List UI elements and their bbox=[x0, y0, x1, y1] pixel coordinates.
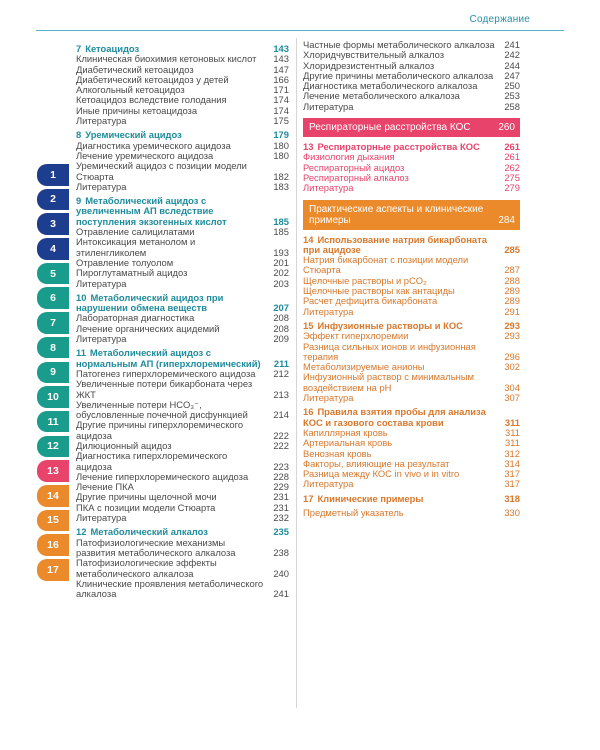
page-number: 238 bbox=[273, 546, 289, 558]
entry-text: Литература bbox=[303, 478, 354, 490]
page-number: 260 bbox=[498, 122, 515, 134]
entry-text: Венозная кровь bbox=[303, 447, 372, 459]
toc-entry[interactable] bbox=[76, 116, 289, 126]
page-number: 261 bbox=[504, 151, 520, 163]
chapter-tab-1[interactable]: 1 bbox=[37, 164, 69, 186]
page-number: 235 bbox=[273, 526, 289, 538]
entry-title bbox=[303, 102, 520, 112]
entry-title bbox=[303, 479, 520, 489]
chapter-tab-6[interactable]: 6 bbox=[37, 287, 69, 309]
page-number: 209 bbox=[273, 333, 289, 345]
entry-text: Литература bbox=[76, 180, 127, 192]
page-number: 247 bbox=[504, 69, 520, 81]
page-number: 289 bbox=[504, 285, 520, 297]
entry-text: Литература bbox=[303, 305, 354, 317]
entry-text: Патогенез гиперхлоремического ацидоза bbox=[76, 367, 256, 379]
page-number: 203 bbox=[273, 277, 289, 289]
entry-title bbox=[76, 420, 289, 441]
page-number: 311 bbox=[505, 437, 520, 449]
entry-text: Респираторный алкалоз bbox=[303, 171, 409, 183]
toc-chapter-heading[interactable] bbox=[76, 196, 289, 227]
toc-section-band[interactable] bbox=[303, 200, 520, 230]
entry-text: Другие причины метаболического алкалоза bbox=[303, 69, 494, 81]
entry-title bbox=[303, 307, 520, 317]
page-number: 284 bbox=[498, 214, 515, 226]
page-number: 317 bbox=[504, 468, 520, 480]
entry-text: Диагностика уремического ацидоза bbox=[76, 139, 231, 151]
toc-entry[interactable] bbox=[76, 400, 289, 421]
entry-text: Использование натрия бикарбоната при ацидозе bbox=[303, 233, 487, 255]
page-number: 147 bbox=[273, 63, 289, 75]
entry-text: Литература bbox=[76, 115, 127, 127]
page-number: 174 bbox=[273, 104, 289, 116]
page-number: 208 bbox=[273, 322, 289, 334]
page-number: 261 bbox=[504, 141, 520, 153]
entry-text: Физиология дыхания bbox=[303, 151, 395, 163]
chapter-number: 7 bbox=[76, 43, 82, 54]
page-number: 296 bbox=[504, 350, 520, 362]
page-number: 143 bbox=[273, 53, 289, 65]
entry-text: Литература bbox=[76, 333, 127, 345]
chapter-number: 12 bbox=[76, 526, 87, 538]
toc-entry[interactable] bbox=[303, 508, 520, 518]
entry-text: Увеличенные потери бикарбоната через ЖКТ bbox=[76, 378, 253, 400]
page-number: 228 bbox=[273, 470, 289, 482]
page-number: 293 bbox=[504, 319, 520, 331]
toc-entry[interactable] bbox=[303, 479, 520, 489]
page-number: 179 bbox=[273, 129, 289, 141]
entry-text: Патофизиологические эффекты метаболического алкалоза bbox=[76, 557, 217, 579]
chapter-title bbox=[76, 196, 289, 227]
toc-entry[interactable] bbox=[76, 279, 289, 289]
chapter-number: 10 bbox=[76, 291, 87, 303]
page-number: 311 bbox=[505, 426, 520, 438]
chapter-tab-4[interactable]: 4 bbox=[37, 238, 69, 260]
entry-text: Другие причины гиперхлоремического ацидоза bbox=[76, 419, 244, 441]
page-number: 289 bbox=[504, 295, 520, 307]
page-number: 222 bbox=[273, 439, 289, 451]
entry-text: Респираторный ацидоз bbox=[303, 161, 405, 173]
entry-text: Инфузионный раствор с минимальным воздействием на pH bbox=[303, 371, 474, 393]
entry-text: Предметный указатель bbox=[303, 506, 404, 518]
entry-text: Правила взятия пробы для анализа КОС и газового состава крови bbox=[303, 406, 486, 428]
page-number: 185 bbox=[273, 226, 289, 238]
entry-text: Расчет дефицита бикарбоната bbox=[303, 295, 438, 307]
entry-text: Лечение органических ацидемий bbox=[76, 322, 220, 334]
page-number: 180 bbox=[273, 139, 289, 151]
header-rule bbox=[36, 30, 564, 31]
page-number: 241 bbox=[273, 588, 289, 600]
page-number: 185 bbox=[273, 215, 289, 227]
entry-text: Увеличенные потери HCO₃⁻, обусловленные почечной дисфункцией bbox=[76, 398, 248, 421]
page-number: 207 bbox=[273, 302, 289, 314]
entry-text: Метаболический ацидоз с увеличенным АП вследствие поступления экзогенных кислот bbox=[76, 195, 227, 227]
page-number: 208 bbox=[273, 312, 289, 324]
chapter-title bbox=[76, 293, 289, 314]
entry-text: Клинические примеры bbox=[317, 492, 424, 504]
page-number: 222 bbox=[273, 429, 289, 441]
page-number: 180 bbox=[273, 149, 289, 161]
chapter-number: 9 bbox=[76, 195, 82, 207]
page-number: 317 bbox=[504, 478, 520, 490]
entry-text: Лечение метаболического алкалоза bbox=[303, 90, 460, 102]
page-number: 250 bbox=[504, 80, 520, 92]
page-header-title: Содержание bbox=[469, 14, 530, 25]
entry-text: Отравление салицилатами bbox=[76, 226, 195, 238]
entry-text: Литература bbox=[303, 182, 354, 194]
page-number: 304 bbox=[504, 381, 520, 393]
chapter-title bbox=[303, 494, 520, 504]
entry-text: Респираторные расстройства КОС bbox=[317, 141, 480, 153]
entry-text: Литература bbox=[303, 392, 354, 404]
page-number: 182 bbox=[273, 170, 289, 182]
toc-entry[interactable] bbox=[76, 237, 289, 258]
toc-entry[interactable] bbox=[303, 183, 520, 193]
entry-text: Факторы, влияющие на результат bbox=[303, 457, 450, 469]
entry-text: Частные формы метаболического алкалоза bbox=[303, 39, 495, 50]
page-number: 183 bbox=[273, 180, 289, 192]
toc-entry[interactable] bbox=[76, 579, 289, 600]
page-number: 223 bbox=[273, 460, 289, 472]
entry-text: Отравление толуолом bbox=[76, 256, 174, 268]
entry-text: Метаболический алкалоз bbox=[90, 526, 208, 538]
chapter-tabs bbox=[37, 164, 69, 584]
page-number: 330 bbox=[504, 506, 520, 518]
entry-text: Литература bbox=[303, 100, 354, 112]
entry-text: ПКА с позиции модели Стюарта bbox=[76, 501, 216, 513]
entry-text: Диагностика метаболического алкалоза bbox=[303, 80, 478, 92]
page-number: 240 bbox=[273, 567, 289, 579]
chapter-number: 13 bbox=[303, 141, 314, 153]
chapter-title bbox=[76, 348, 289, 369]
entry-title bbox=[76, 400, 289, 421]
entry-text: Натрия бикарбонат с позиции модели Стюарта bbox=[303, 254, 469, 276]
band-title: Практические аспекты и клинические примеры bbox=[309, 203, 484, 226]
chapter-title bbox=[303, 407, 520, 428]
toc-chapter-heading[interactable] bbox=[76, 293, 289, 314]
entry-text: Лечение ПКА bbox=[76, 481, 134, 493]
chapter-tab-17[interactable]: 17 bbox=[37, 559, 69, 581]
chapter-tab-13[interactable]: 13 bbox=[37, 460, 69, 482]
entry-text: Диабетический кетоацидоз bbox=[76, 63, 194, 75]
page-number: 175 bbox=[273, 115, 289, 127]
page-number: 213 bbox=[273, 388, 289, 400]
toc-chapter-heading[interactable] bbox=[303, 407, 520, 428]
entry-title bbox=[303, 372, 520, 393]
toc-entry[interactable] bbox=[303, 307, 520, 317]
page-number: 311 bbox=[504, 416, 520, 428]
entry-title bbox=[303, 393, 520, 403]
page-number: 231 bbox=[273, 491, 289, 503]
entry-text: Уремический ацидоз с позиции модели Стюарта bbox=[76, 160, 247, 182]
entry-text: Инфузионные растворы и КОС bbox=[317, 319, 463, 331]
page-number: 291 bbox=[504, 305, 520, 317]
chapter-tab-16[interactable]: 16 bbox=[37, 534, 69, 556]
page-number: 285 bbox=[504, 243, 520, 255]
entry-title bbox=[76, 379, 289, 400]
entry-text: Иные причины кетоацидоза bbox=[76, 104, 198, 116]
toc-right-column bbox=[303, 40, 520, 518]
entry-title bbox=[76, 579, 289, 600]
entry-text: Метаболический ацидоз с нормальным АП (гиперхлоремический) bbox=[76, 347, 261, 369]
band-title: Респираторные расстройства КОС bbox=[309, 122, 471, 134]
page-number: 279 bbox=[504, 182, 520, 194]
page-number: 241 bbox=[504, 39, 520, 50]
toc-entry[interactable] bbox=[76, 420, 289, 441]
page-number: 275 bbox=[504, 171, 520, 183]
entry-text: Другие причины щелочной мочи bbox=[76, 491, 217, 503]
entry-text: Метаболический ацидоз при нарушении обмена веществ bbox=[76, 291, 224, 314]
toc-entry[interactable] bbox=[76, 182, 289, 192]
chapter-number: 14 bbox=[303, 233, 314, 245]
entry-title bbox=[76, 237, 289, 258]
page-number: 202 bbox=[273, 267, 289, 279]
chapter-tab-11[interactable]: 11 bbox=[37, 411, 69, 433]
entry-title bbox=[76, 334, 289, 344]
toc-chapter-heading[interactable] bbox=[303, 494, 520, 504]
entry-text: Уремический ацидоз bbox=[85, 129, 182, 141]
page-number: 258 bbox=[504, 100, 520, 112]
toc-section-band[interactable] bbox=[303, 118, 520, 137]
page-number: 174 bbox=[273, 94, 289, 106]
entry-text: Литература bbox=[76, 277, 127, 289]
toc-left-column bbox=[76, 40, 289, 599]
entry-title bbox=[303, 342, 520, 363]
toc-entry[interactable] bbox=[76, 513, 289, 523]
chapter-tab-10[interactable]: 10 bbox=[37, 386, 69, 408]
page-number: 166 bbox=[273, 73, 289, 85]
entry-text: Хлоридчувствительный алкалоз bbox=[303, 49, 445, 61]
chapter-tab-3[interactable]: 3 bbox=[37, 213, 69, 235]
page-number: 229 bbox=[273, 481, 289, 493]
page-number: 212 bbox=[273, 367, 289, 379]
toc-chapter-heading[interactable] bbox=[76, 348, 289, 369]
toc-entry[interactable] bbox=[303, 102, 520, 112]
entry-text: Лабораторная диагностика bbox=[76, 312, 195, 324]
toc-entry[interactable] bbox=[76, 161, 289, 182]
entry-text: Пироглутаматный ацидоз bbox=[76, 267, 188, 279]
toc-entry[interactable] bbox=[303, 342, 520, 363]
toc-entry[interactable] bbox=[76, 334, 289, 344]
entry-title bbox=[76, 161, 289, 182]
entry-text: Интоксикация метанолом и этиленгликолем bbox=[76, 236, 196, 258]
chapter-tab-2[interactable]: 2 bbox=[37, 189, 69, 211]
entry-text: Артериальная кровь bbox=[303, 437, 393, 449]
entry-title bbox=[76, 451, 289, 472]
entry-title bbox=[76, 558, 289, 579]
toc-entry[interactable] bbox=[303, 372, 520, 393]
entry-text: Хлоридрезистентный алкалоз bbox=[303, 59, 435, 71]
page-number: 253 bbox=[504, 90, 520, 102]
entry-text: Лечение гиперхлоремического ацидоза bbox=[76, 470, 249, 482]
column-divider bbox=[296, 38, 297, 708]
toc-entry[interactable] bbox=[76, 379, 289, 400]
page-number: 231 bbox=[273, 501, 289, 513]
chapter-title bbox=[303, 235, 520, 256]
toc-chapter-heading[interactable] bbox=[303, 235, 520, 256]
entry-title bbox=[76, 538, 289, 559]
page-number: 287 bbox=[504, 264, 520, 276]
entry-text: Патофизиологические механизмы развития метаболического алкалоза bbox=[76, 536, 236, 558]
chapter-tab-15[interactable]: 15 bbox=[37, 510, 69, 532]
page-number: 211 bbox=[273, 357, 289, 369]
page-number: 293 bbox=[504, 330, 520, 342]
entry-text: Диабетический кетоацидоз у детей bbox=[76, 73, 229, 85]
entry-text: Кетоацидоз вследствие голодания bbox=[76, 94, 227, 106]
page-number: 262 bbox=[504, 161, 520, 173]
entry-title bbox=[76, 279, 289, 289]
entry-text: Эффект гиперхлоремии bbox=[303, 330, 409, 342]
chapter-tab-8[interactable]: 8 bbox=[37, 337, 69, 359]
entry-text: Клиническая биохимия кетоновых кислот bbox=[76, 53, 257, 65]
entry-text: Кетоацидоз bbox=[85, 43, 140, 54]
entry-text: Алкогольный кетоацидоз bbox=[76, 84, 185, 96]
entry-text: Клинические проявления метаболического алкалоза bbox=[76, 577, 264, 600]
page-number: 143 bbox=[273, 43, 289, 54]
chapter-tab-12[interactable]: 12 bbox=[37, 436, 69, 458]
entry-title bbox=[303, 183, 520, 193]
entry-text: Разница между КОС in vivo и in vitro bbox=[303, 468, 460, 480]
page-number: 302 bbox=[504, 361, 520, 373]
entry-text: Литература bbox=[76, 512, 127, 524]
chapter-number: 17 bbox=[303, 492, 314, 504]
page-number: 193 bbox=[273, 246, 289, 258]
toc-entry[interactable] bbox=[303, 393, 520, 403]
entry-text: Диагностика гиперхлоремического ацидоза bbox=[76, 450, 228, 472]
entry-title bbox=[76, 116, 289, 126]
page-number: 244 bbox=[504, 59, 520, 71]
chapter-number: 11 bbox=[76, 347, 86, 359]
chapter-number: 15 bbox=[303, 319, 314, 331]
entry-title bbox=[76, 513, 289, 523]
chapter-number: 16 bbox=[303, 406, 314, 418]
chapter-tab-14[interactable]: 14 bbox=[37, 485, 69, 507]
page-number: 201 bbox=[273, 256, 289, 268]
entry-text: Лечение уремического ацидоза bbox=[76, 149, 214, 161]
page-number: 314 bbox=[504, 457, 520, 469]
page-number: 214 bbox=[273, 409, 289, 421]
chapter-tab-5[interactable]: 5 bbox=[37, 263, 69, 285]
page-number: 288 bbox=[504, 274, 520, 286]
page-number: 171 bbox=[273, 84, 289, 96]
entry-title bbox=[76, 182, 289, 192]
entry-title bbox=[303, 508, 520, 518]
page-number: 312 bbox=[504, 447, 520, 459]
page-number: 232 bbox=[273, 512, 289, 524]
toc-entry[interactable] bbox=[76, 538, 289, 559]
page-number: 307 bbox=[504, 392, 520, 404]
toc-entry[interactable] bbox=[76, 451, 289, 472]
page-number: 318 bbox=[504, 492, 520, 504]
chapter-tab-7[interactable]: 7 bbox=[37, 312, 69, 334]
entry-text: Щелочные растворы как антациды bbox=[303, 285, 455, 297]
entry-text: Щелочные растворы и pCO₂ bbox=[303, 274, 427, 286]
chapter-number: 8 bbox=[76, 129, 82, 141]
entry-text: Капиллярная кровь bbox=[303, 426, 388, 438]
entry-text: Дилюционный ацидоз bbox=[76, 439, 172, 451]
entry-title bbox=[303, 255, 520, 276]
entry-text: Метаболизируемые анионы bbox=[303, 361, 425, 373]
page-number: 242 bbox=[504, 49, 520, 61]
toc-entry[interactable] bbox=[303, 255, 520, 276]
chapter-tab-9[interactable]: 9 bbox=[37, 362, 69, 384]
entry-text: Разница сильных ионов и инфузионная терапия bbox=[303, 340, 476, 362]
toc-entry[interactable] bbox=[76, 558, 289, 579]
